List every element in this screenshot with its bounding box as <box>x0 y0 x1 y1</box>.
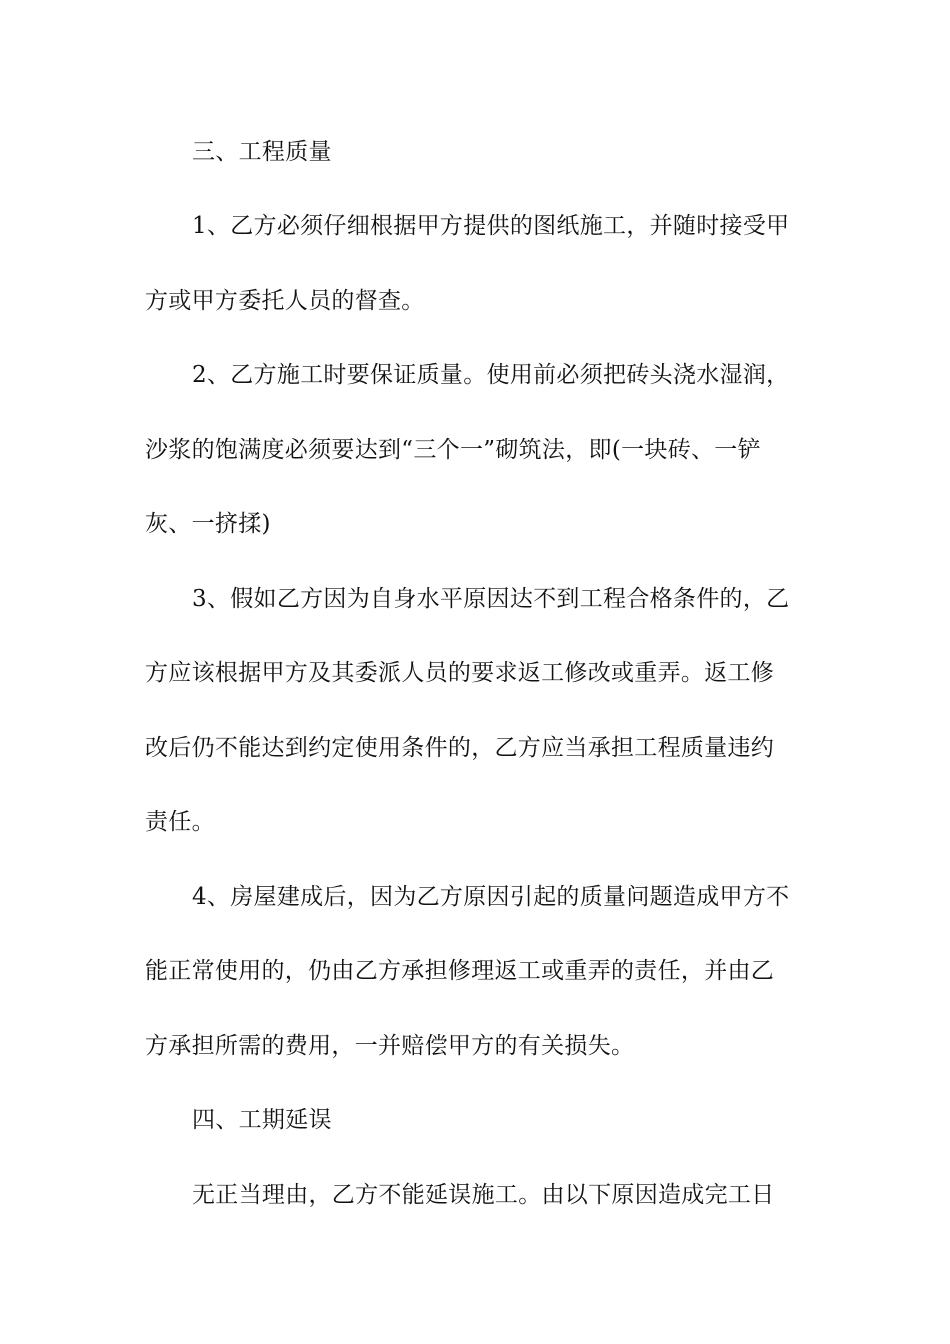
clause-3-line-1: 3、假如乙方因为自身水平原因达不到工程合格条件的，乙 <box>192 586 790 612</box>
section-heading-quality: 三、工程质量 <box>192 139 332 165</box>
clause-4-line-3: 方承担所需的费用，一并赔偿甲方的有关损失。 <box>145 1033 635 1059</box>
clause-2-line-3: 灰、一挤揉) <box>145 511 271 537</box>
delay-paragraph-line-1: 无正当理由，乙方不能延误施工。由以下原因造成完工日 <box>192 1182 775 1208</box>
clause-3-line-4: 责任。 <box>145 809 215 835</box>
clause-3-line-2: 方应该根据甲方及其委派人员的要求返工修改或重弄。返工修 <box>145 660 775 686</box>
clause-1-line-2: 方或甲方委托人员的督查。 <box>145 288 425 314</box>
clause-4-line-1: 4、房屋建成后，因为乙方原因引起的质量问题造成甲方不 <box>192 884 790 910</box>
clause-4-line-2: 能正常使用的，仍由乙方承担修理返工或重弄的责任，并由乙 <box>145 958 775 984</box>
clause-2-line-1: 2、乙方施工时要保证质量。使用前必须把砖头浇水湿润， <box>192 362 790 388</box>
clause-2-line-2: 沙浆的饱满度必须要达到“三个一”砌筑法，即(一块砖、一铲 <box>145 437 761 463</box>
section-heading-delay: 四、工期延误 <box>192 1107 332 1133</box>
clause-1-line-1: 1、乙方必须仔细根据甲方提供的图纸施工，并随时接受甲 <box>192 213 790 239</box>
clause-3-line-3: 改后仍不能达到约定使用条件的，乙方应当承担工程质量违约 <box>145 735 775 761</box>
